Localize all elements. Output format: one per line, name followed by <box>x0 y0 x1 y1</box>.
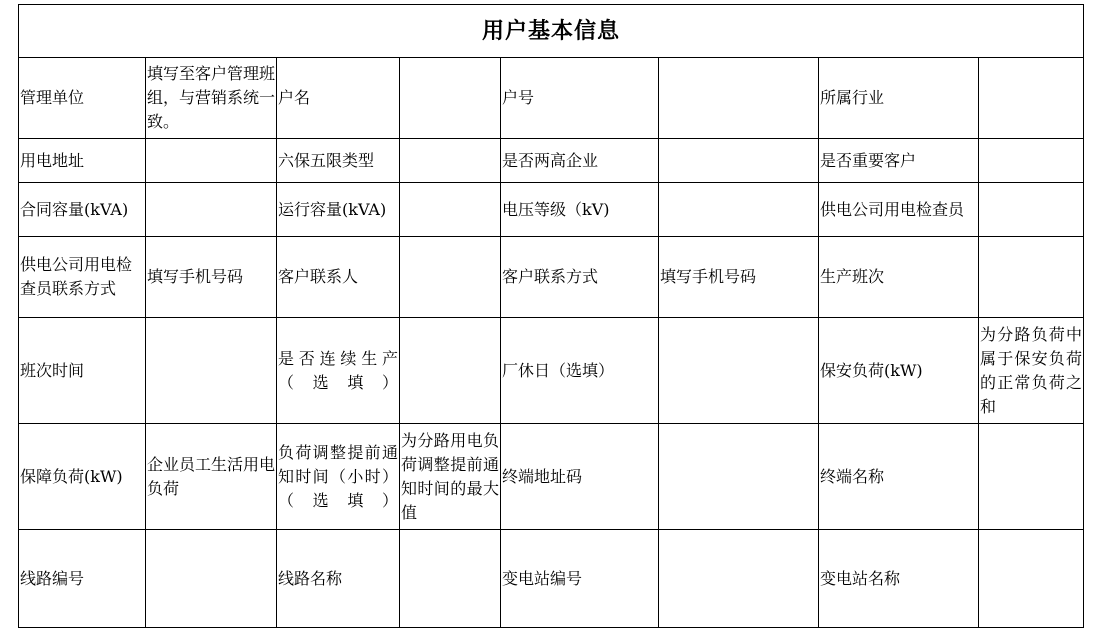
table-row <box>19 58 1084 139</box>
label-substation-number: 变电站编号 <box>501 530 659 628</box>
value-shift-time[interactable] <box>146 318 277 424</box>
value-account-number[interactable] <box>659 58 819 139</box>
value-six-guarantee-type[interactable] <box>400 139 501 183</box>
value-terminal-address-code[interactable] <box>659 424 819 530</box>
label-customer-contact-method: 客户联系方式 <box>501 237 659 318</box>
value-customer-contact-person[interactable] <box>400 237 501 318</box>
table-row <box>19 318 1084 424</box>
value-inspector[interactable] <box>979 183 1084 237</box>
label-security-load: 保安负荷(kW) <box>819 318 979 424</box>
value-customer-contact-method[interactable]: 填写手机号码 <box>659 237 819 318</box>
value-important-customer[interactable] <box>979 139 1084 183</box>
label-voltage-level: 电压等级（kV) <box>501 183 659 237</box>
label-inspector: 供电公司用电检查员 <box>819 183 979 237</box>
label-operating-capacity: 运行容量(kVA) <box>277 183 400 237</box>
value-line-name[interactable] <box>400 530 501 628</box>
label-customer-contact-person: 客户联系人 <box>277 237 400 318</box>
label-six-guarantee-type: 六保五限类型 <box>277 139 400 183</box>
info-table <box>18 4 1084 628</box>
label-guarantee-load: 保障负荷(kW) <box>19 424 146 530</box>
table-title: 用户基本信息 <box>19 5 1084 58</box>
value-contract-capacity[interactable] <box>146 183 277 237</box>
value-line-number[interactable] <box>146 530 277 628</box>
value-terminal-name[interactable] <box>979 424 1084 530</box>
value-management-unit[interactable]: 填写至客户管理班组，与营销系统一致。 <box>146 58 277 139</box>
user-basic-info-form <box>18 4 1083 627</box>
value-voltage-level[interactable] <box>659 183 819 237</box>
table-row <box>19 424 1084 530</box>
title-row <box>19 5 1084 58</box>
value-operating-capacity[interactable] <box>400 183 501 237</box>
label-contract-capacity: 合同容量(kVA) <box>19 183 146 237</box>
label-important-customer: 是否重要客户 <box>819 139 979 183</box>
value-continuous-production[interactable] <box>400 318 501 424</box>
value-account-name[interactable] <box>400 58 501 139</box>
value-guarantee-load[interactable]: 企业员工生活用电负荷 <box>146 424 277 530</box>
value-substation-number[interactable] <box>659 530 819 628</box>
value-production-shift[interactable] <box>979 237 1084 318</box>
label-account-name: 户名 <box>277 58 400 139</box>
label-line-number: 线路编号 <box>19 530 146 628</box>
value-address[interactable] <box>146 139 277 183</box>
label-terminal-address-code: 终端地址码 <box>501 424 659 530</box>
label-factory-holiday: 厂休日（选填） <box>501 318 659 424</box>
value-load-adjust-notice[interactable]: 为分路用电负荷调整提前通知时间的最大值 <box>400 424 501 530</box>
value-inspector-contact[interactable]: 填写手机号码 <box>146 237 277 318</box>
label-account-number: 户号 <box>501 58 659 139</box>
label-two-high-enterprise: 是否两高企业 <box>501 139 659 183</box>
table-row <box>19 237 1084 318</box>
label-line-name: 线路名称 <box>277 530 400 628</box>
value-substation-name[interactable] <box>979 530 1084 628</box>
value-factory-holiday[interactable] <box>659 318 819 424</box>
value-two-high-enterprise[interactable] <box>659 139 819 183</box>
label-continuous-production: 是否连续生产（选填） <box>277 318 400 424</box>
label-address: 用电地址 <box>19 139 146 183</box>
table-row <box>19 530 1084 628</box>
label-management-unit: 管理单位 <box>19 58 146 139</box>
label-terminal-name: 终端名称 <box>819 424 979 530</box>
label-industry: 所属行业 <box>819 58 979 139</box>
label-shift-time: 班次时间 <box>19 318 146 424</box>
table-row <box>19 183 1084 237</box>
table-row <box>19 139 1084 183</box>
value-security-load[interactable]: 为分路负荷中属于保安负荷的正常负荷之和 <box>979 318 1084 424</box>
label-load-adjust-notice: 负荷调整提前通知时间（小时）（选填） <box>277 424 400 530</box>
label-inspector-contact: 供电公司用电检查员联系方式 <box>19 237 146 318</box>
label-production-shift: 生产班次 <box>819 237 979 318</box>
label-substation-name: 变电站名称 <box>819 530 979 628</box>
value-industry[interactable] <box>979 58 1084 139</box>
